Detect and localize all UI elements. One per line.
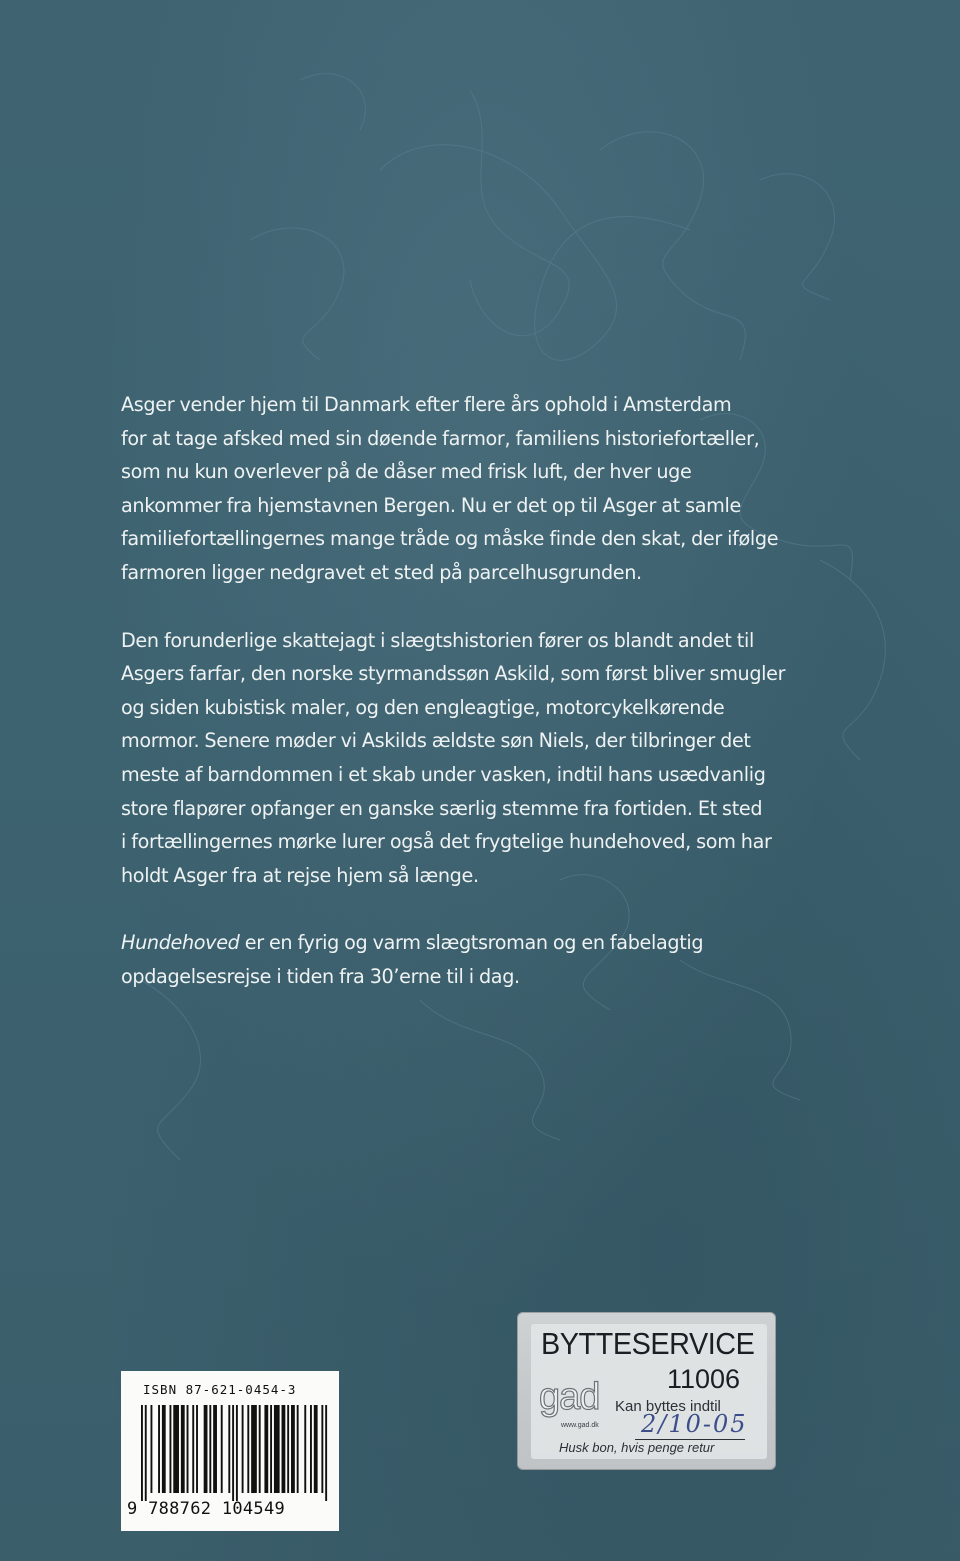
sticker-website: www.gad.dk bbox=[561, 1422, 599, 1429]
blurb-paragraph-2: Den forunderlige skattejagt i slægtshistorien fører os blandt andet til Asgers farfar, den norske styrmandssøn Askild, som først bliver smugler og siden kubistisk maler, og den engleagtige, motorcykelkørende mormor. Senere møder vi Askilds ældste søn Niels, der tilbringer det meste af barndommen i et skab under vasken, indtil hans usædvanlig store flapører opfanger en ganske særlig stemme fra fortiden. Et sted i fortællingernes mørke lurer også det frygtelige hundehoved, som har holdt Asger fra at rejse hjem så længe. bbox=[121, 628, 786, 887]
blurb-paragraph-3 bbox=[121, 926, 841, 993]
blurb-paragraph-3-text: er en fyrig og varm slægtsroman og en fabelagtig opdagelsesrejse i tiden fra 30’erne til i dag. bbox=[121, 931, 704, 988]
ean-digits: 9 788762 104549 bbox=[127, 1499, 286, 1519]
back-cover-blurb bbox=[121, 388, 841, 1028]
blurb-paragraph-1: Asger vender hjem til Danmark efter flere års ophold i Amsterdam for at tage afsked med sin døende farmor, familiens historiefortæller, som nu kun overlever på de dåser med frisk luft, der hver uge ankommer fra hjemstavnen Bergen. Nu er det op til Asger at samle familiefortællingernes mange tråde og måske finde den skat, der ifølge farmoren ligger nedgravet et sted på parcelhusgrunden. bbox=[121, 393, 779, 584]
sticker-receipt-note: Husk bon, hvis penge retur bbox=[559, 1440, 715, 1455]
sticker-number: 11006 bbox=[667, 1364, 741, 1394]
book-title-italic: Hundehoved bbox=[121, 931, 240, 955]
sticker-exchange-label: Kan byttes indtil bbox=[615, 1398, 721, 1415]
gad-logo: gad bbox=[539, 1376, 600, 1418]
exchange-service-sticker bbox=[517, 1312, 776, 1470]
sticker-handwritten-date: 2/10-05 bbox=[641, 1410, 748, 1438]
isbn-number: ISBN 87-621-0454-3 bbox=[143, 1382, 297, 1397]
barcode-bars bbox=[141, 1405, 329, 1501]
isbn-barcode bbox=[121, 1371, 339, 1531]
sticker-title: BYTTESERVICE bbox=[541, 1326, 755, 1361]
